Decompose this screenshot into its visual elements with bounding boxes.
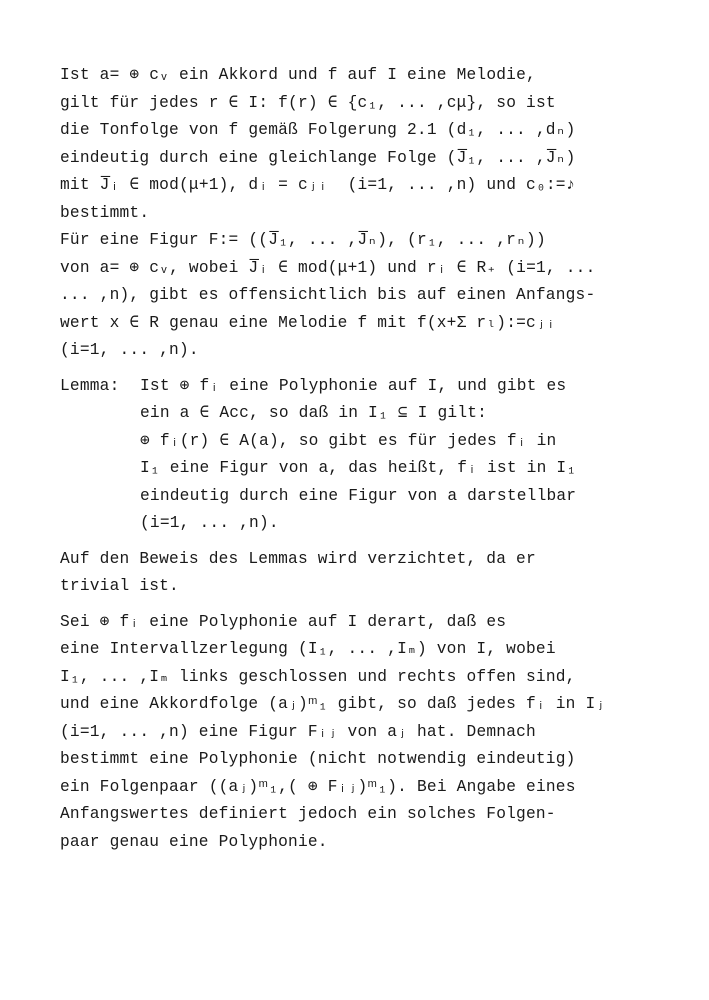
text-line: (i=1, ... ,n).: [60, 341, 199, 359]
text-line: ein Folgenpaar ((aⱼ)ᵐ₁,( ⊕ Fᵢⱼ)ᵐ₁). Bei Angabe eines: [60, 777, 576, 796]
paragraph-figure-definition: [60, 227, 690, 365]
text-line: trivial ist.: [60, 577, 179, 595]
lemma-first-line: [60, 373, 690, 401]
text-line: Anfangswertes definiert jedoch ein solches Folgen-: [60, 805, 556, 823]
text-line: von a= ⊕ cᵥ, wobei J̅ᵢ ∈ mod(μ+1) und rᵢ ∈ R₊ (i=1, ...: [60, 258, 596, 277]
text-line: Ist a= ⊕ cᵥ ein Akkord und f auf I eine Melodie,: [60, 66, 536, 84]
text-line: die Tonfolge von f gemäß Folgerung 2.1 (d₁, ... ,dₙ): [60, 121, 576, 139]
text-line: bestimmt eine Polyphonie (nicht notwendig eindeutig): [60, 750, 576, 768]
text-line: bestimmt.: [60, 203, 150, 222]
paragraph-melody-definition: [60, 62, 690, 227]
text-line: Für eine Figur F:= ((J̅₁, ... ,J̅ₙ), (r₁, ... ,rₙ)): [60, 231, 546, 249]
text-line: gilt für jedes r ∈ I: f(r) ∈ {c₁, ... ,cμ}, so ist: [60, 93, 556, 112]
text-line: (i=1, ... ,n) eine Figur Fᵢⱼ von aⱼ hat. Demnach: [60, 722, 536, 741]
text-line: eine Intervallzerlegung (I₁, ... ,Iₘ) von I, wobei: [60, 640, 556, 658]
text-line: ⊕ fᵢ(r) ∈ A(a), so gibt es für jedes fᵢ in: [140, 431, 557, 450]
lemma-block: [60, 373, 690, 538]
paragraph-gap: [60, 601, 690, 609]
paragraph-gap: [60, 365, 690, 373]
lemma-heading: Lemma:: [60, 376, 120, 395]
text-line: Auf den Beweis des Lemmas wird verzichtet, da er: [60, 549, 536, 568]
text-line: I₁ eine Figur von a, das heißt, fᵢ ist in I₁: [140, 459, 577, 477]
text-line: Sei ⊕ fᵢ eine Polyphonie auf I derart, daß es: [60, 612, 507, 631]
text-line: ... ,n), gibt es offensichtlich bis auf einen Anfangs-: [60, 286, 596, 304]
text-line: wert x ∈ R genau eine Melodie f mit f(x+Σ rₗ):=cⱼᵢ: [60, 313, 556, 332]
text-line: I₁, ... ,Iₘ links geschlossen und rechts offen sind,: [60, 667, 576, 686]
paragraph-proof-note: [60, 546, 690, 601]
text-line: Ist ⊕ fᵢ eine Polyphonie auf I, und gibt es: [140, 376, 567, 395]
text-line: und eine Akkordfolge (aⱼ)ᵐ₁ gibt, so daß jedes fᵢ in Iⱼ: [60, 695, 606, 713]
text-line: mit J̅ᵢ ∈ mod(μ+1), dᵢ = cⱼᵢ (i=1, ... ,n) und c₀:=♪: [60, 176, 576, 194]
text-line: paar genau eine Polyphonie.: [60, 832, 328, 851]
text-line: (i=1, ... ,n).: [140, 514, 279, 532]
paragraph-gap: [60, 538, 690, 546]
text-line: eindeutig durch eine gleichlange Folge (J̅₁, ... ,J̅ₙ): [60, 148, 576, 167]
paragraph-polyphony: [60, 609, 690, 857]
text-line: ein a ∈ Acc, so daß in I₁ ⊆ I gilt:: [140, 404, 488, 422]
text-line: eindeutig durch eine Figur von a darstellbar: [140, 486, 577, 505]
document-page: [60, 62, 690, 856]
